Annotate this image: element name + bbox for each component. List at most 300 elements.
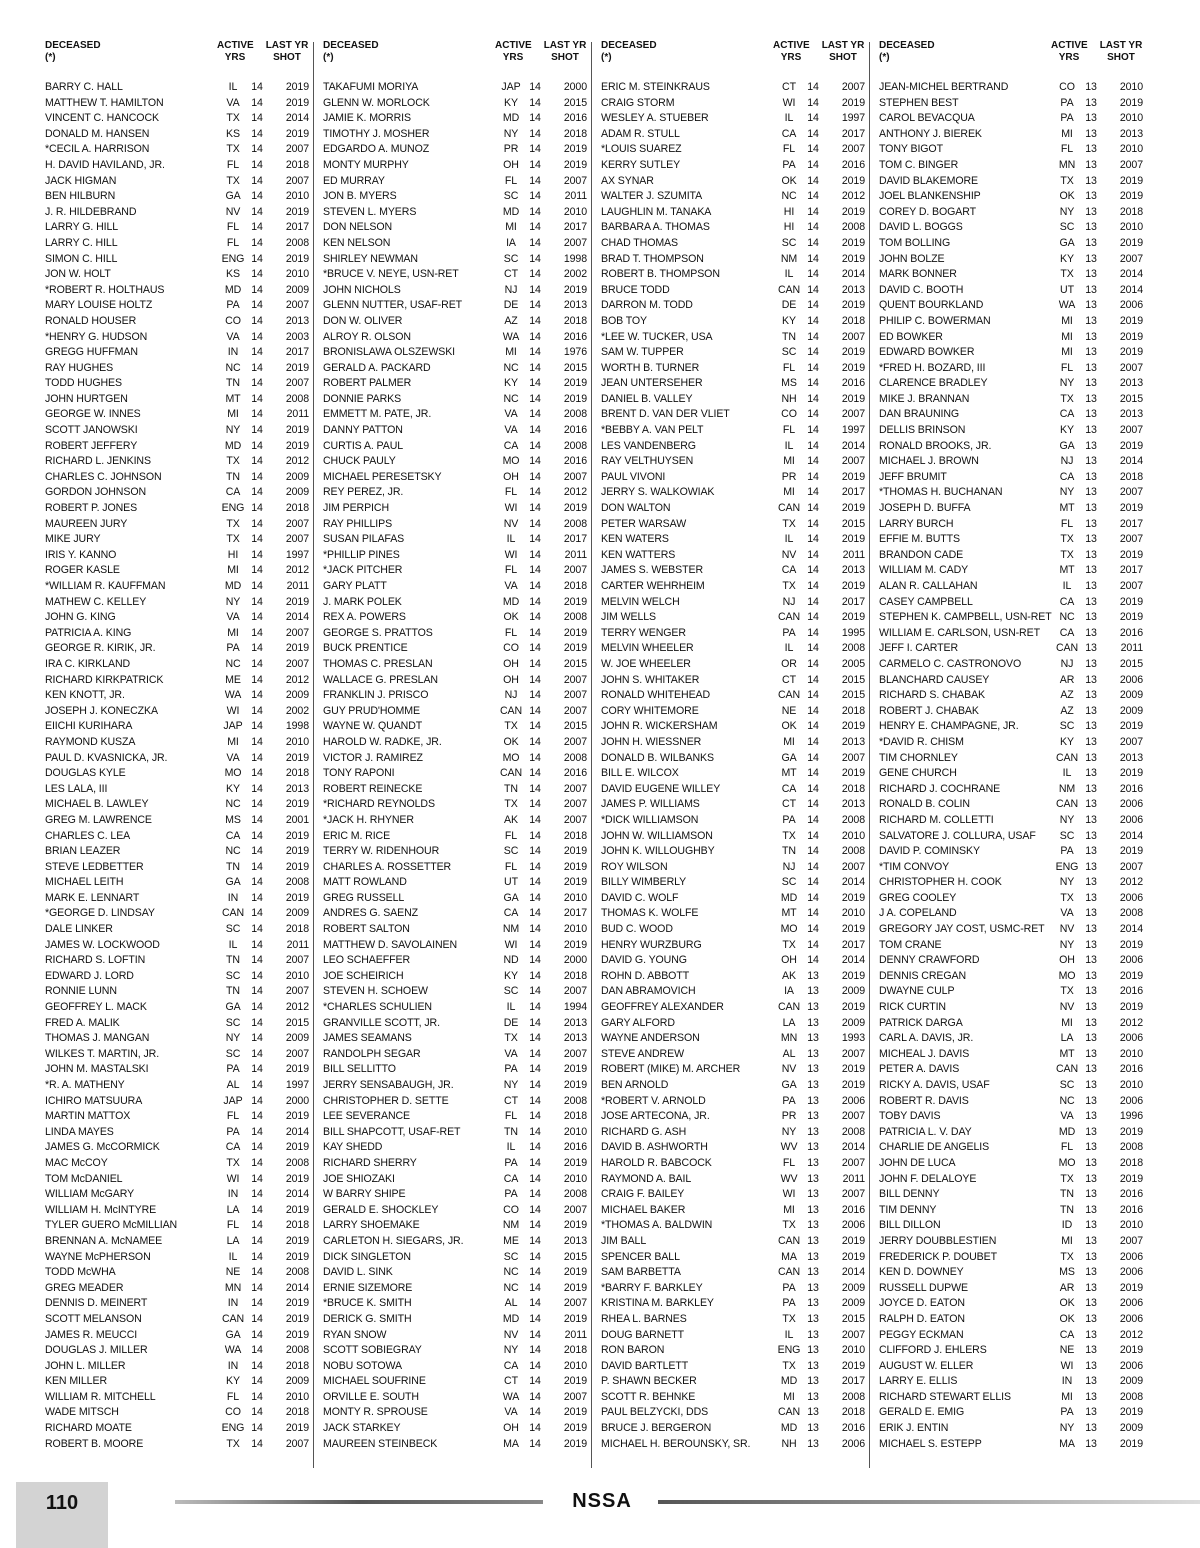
active-years-cell: 13 (807, 1406, 819, 1419)
last-year-shot-cell: 2007 (1119, 860, 1143, 873)
state-cell: MI (783, 735, 795, 748)
state-cell: CA (1059, 595, 1075, 608)
name-cell: ERIC M. STEINKRAUS (601, 81, 710, 93)
name-cell: MELVIN WELCH (601, 595, 680, 608)
last-year-shot-cell: 2000 (285, 1094, 309, 1107)
name-cell: BILL DILLON (879, 1219, 941, 1232)
active-years-cell: 13 (1085, 938, 1097, 951)
table-row (45, 751, 315, 767)
name-cell: *CECIL A. HARRISON (45, 143, 150, 156)
table-row (879, 657, 1149, 673)
name-cell: GREGG HUFFMAN (45, 346, 138, 359)
last-year-shot-cell: 1997 (285, 548, 309, 561)
name-cell: *JACK PITCHER (323, 564, 403, 577)
last-year-shot-cell: 2019 (1119, 190, 1143, 203)
active-years-cell: 13 (1085, 1032, 1097, 1045)
name-cell: STEPHEN BEST (879, 96, 959, 109)
last-year-shot-cell: 2018 (841, 1406, 865, 1419)
table-row (601, 1203, 871, 1219)
state-cell: CT (504, 1375, 518, 1388)
active-years-cell: 14 (251, 985, 263, 998)
state-cell: IL (784, 642, 794, 655)
name-cell: RICHARD S. LOFTIN (45, 954, 146, 967)
active-years-cell: 13 (807, 1188, 819, 1201)
table-row (323, 1047, 593, 1063)
last-year-shot-cell: 2012 (1119, 1016, 1143, 1029)
last-year-shot-cell: 2014 (1119, 455, 1143, 468)
last-year-shot-cell: 2018 (285, 1406, 309, 1419)
table-row (45, 314, 315, 330)
state-cell: MI (505, 346, 517, 359)
last-year-shot-cell: 2012 (285, 1001, 309, 1014)
last-year-shot-cell: 2019 (285, 845, 309, 858)
last-year-shot-cell: 2015 (563, 96, 587, 109)
table-row (879, 579, 1149, 595)
table-row (879, 1031, 1149, 1047)
table-row (601, 189, 871, 205)
active-years-cell: 14 (807, 112, 819, 125)
table-row (323, 1374, 593, 1390)
active-years-cell: 14 (251, 767, 263, 780)
name-cell: BILLY WIMBERLY (601, 876, 687, 889)
last-year-shot-cell: 2018 (563, 829, 587, 842)
state-cell: CT (782, 673, 796, 686)
active-years-cell: 14 (807, 657, 819, 670)
name-cell: WILLIAM McGARY (45, 1188, 135, 1201)
name-cell: THOMAS K. WOLFE (601, 907, 699, 920)
active-years-cell: 14 (529, 221, 541, 234)
table-row (323, 1234, 593, 1250)
last-year-shot-cell: 2019 (285, 1422, 309, 1435)
table-row (45, 236, 315, 252)
active-years-cell: 13 (807, 1110, 819, 1123)
state-cell: MN (1058, 158, 1076, 171)
active-years-cell: 14 (807, 268, 819, 281)
state-cell: JAP (223, 720, 243, 733)
name-cell: ROBERT R. DAVIS (879, 1094, 969, 1107)
name-cell: RONALD HOUSER (45, 314, 137, 327)
table-row (601, 1343, 871, 1359)
table-row (879, 1250, 1149, 1266)
name-cell: PATRICIA A. KING (45, 626, 132, 639)
table-row (879, 314, 1149, 330)
name-cell: RAYMOND A. BAIL (601, 1172, 692, 1185)
active-years-cell: 14 (529, 735, 541, 748)
active-years-cell: 13 (807, 1032, 819, 1045)
name-cell: WAYNE ANDERSON (601, 1032, 700, 1045)
last-year-shot-cell: 2006 (1119, 1250, 1143, 1263)
name-cell: *CHARLES SCHULIEN (323, 1001, 432, 1014)
name-cell: QUENT BOURKLAND (879, 299, 984, 312)
state-cell: NM (502, 923, 520, 936)
name-cell: DONNIE PARKS (323, 392, 402, 405)
last-year-shot-cell: 2019 (285, 424, 309, 437)
active-years-cell: 14 (807, 720, 819, 733)
name-cell: ROBERT JEFFERY (45, 439, 138, 452)
name-cell: ROBERT B. THOMPSON (601, 268, 720, 281)
table-row (601, 439, 871, 455)
state-cell: AK (504, 813, 518, 826)
table-row (323, 1031, 593, 1047)
last-year-shot-cell: 2007 (841, 1047, 865, 1060)
last-year-shot-cell: 2007 (841, 408, 865, 421)
active-years-cell: 14 (529, 1047, 541, 1060)
active-years-cell: 14 (807, 580, 819, 592)
state-cell: MA (1059, 1437, 1075, 1450)
name-cell: RAY VELTHUYSEN (601, 455, 694, 468)
table-row (323, 174, 593, 190)
active-years-cell: 13 (1085, 377, 1097, 390)
name-cell: GLENN NUTTER, USAF-RET (323, 299, 463, 312)
state-cell: ME (503, 1234, 519, 1247)
name-cell: WILLIAM E. CARLSON, USN-RET (879, 626, 1040, 639)
name-cell: J. MARK POLEK (323, 595, 402, 608)
table-row (323, 1437, 593, 1453)
name-cell: MONTY R. SPROUSE (323, 1406, 428, 1419)
last-year-shot-cell: 2010 (1119, 112, 1143, 125)
name-cell: TOBY DAVIS (879, 1110, 941, 1123)
active-years-cell: 14 (251, 424, 263, 437)
name-cell: ERIC M. RICE (323, 829, 391, 842)
state-cell: MI (1061, 1234, 1073, 1247)
name-cell: MICHAEL H. BEROUNSKY, SR. (601, 1437, 751, 1450)
table-row (601, 610, 871, 626)
table-row (879, 1047, 1149, 1063)
name-cell: RUSSELL DUPWE (879, 1281, 968, 1294)
table-row (323, 361, 593, 377)
state-cell: PR (781, 1110, 797, 1123)
name-cell: STEVEN H. SCHOEW (323, 985, 428, 998)
active-years-cell: 14 (529, 1375, 541, 1388)
state-cell: NY (1059, 813, 1075, 826)
active-years-cell: 14 (251, 595, 263, 608)
state-cell: PA (226, 642, 240, 655)
name-cell: SHIRLEY NEWMAN (323, 252, 418, 265)
last-year-shot-cell: 2014 (841, 268, 865, 281)
state-cell: MO (1058, 969, 1076, 982)
table-row (879, 1094, 1149, 1110)
last-year-shot-cell: 2012 (1119, 876, 1143, 889)
state-cell: MT (225, 392, 241, 405)
table-row (601, 1140, 871, 1156)
active-years-cell: 14 (529, 1203, 541, 1216)
name-cell: WAYNE McPHERSON (45, 1250, 151, 1263)
table-row (45, 688, 315, 704)
state-cell: CO (225, 1406, 241, 1419)
name-cell: GUY PRUD'HOMME (323, 704, 420, 717)
name-cell: ICHIRO MATSUURA (45, 1094, 143, 1107)
name-cell: RAY PHILLIPS (323, 517, 393, 530)
active-years-cell: 14 (251, 1250, 263, 1263)
name-cell: JOHN DE LUCA (879, 1156, 956, 1169)
name-cell: CHRISTOPHER H. COOK (879, 876, 1002, 889)
state-cell: TX (782, 1312, 796, 1325)
name-cell: REY PEREZ, JR. (323, 486, 404, 499)
name-cell: MONTY MURPHY (323, 158, 409, 171)
table-row (45, 267, 315, 283)
last-year-shot-cell: 2009 (1119, 689, 1143, 702)
last-year-shot-cell: 2019 (563, 876, 587, 889)
last-year-shot-cell: 2008 (285, 876, 309, 889)
active-years-cell: 14 (529, 845, 541, 858)
state-cell: TN (226, 954, 240, 967)
state-cell: TX (504, 798, 518, 811)
name-cell: *BRUCE K. SMITH (323, 1297, 412, 1310)
state-cell: TX (226, 517, 240, 530)
state-cell: NY (503, 1079, 519, 1091)
name-cell: CORY WHITEMORE (601, 704, 699, 717)
state-cell: MN (780, 1032, 798, 1045)
state-cell: HI (783, 221, 795, 234)
last-year-shot-cell: 2007 (285, 1437, 309, 1450)
table-row (879, 330, 1149, 346)
table-row (601, 205, 871, 221)
table-row (323, 454, 593, 470)
name-cell: HENRY WURZBURG (601, 938, 702, 951)
last-year-shot-cell: 2009 (285, 689, 309, 702)
state-cell: CA (1059, 1328, 1075, 1341)
last-year-shot-cell: 2010 (563, 1125, 587, 1138)
last-year-shot-cell: 2007 (563, 782, 587, 795)
active-years-cell: 13 (1085, 470, 1097, 483)
name-cell: JERRY S. WALKOWIAK (601, 486, 715, 499)
active-years-cell: 14 (251, 1344, 263, 1357)
active-years-cell: 14 (807, 283, 819, 296)
active-years-cell: 14 (529, 720, 541, 733)
active-years-cell: 14 (807, 689, 819, 702)
table-row (601, 1234, 871, 1250)
name-cell: KERRY SUTLEY (601, 158, 681, 171)
state-cell: TX (226, 112, 240, 125)
name-cell: MICHEAL J. DAVIS (879, 1047, 970, 1060)
table-row (879, 220, 1149, 236)
last-year-shot-cell: 2007 (285, 377, 309, 390)
active-years-cell: 14 (529, 611, 541, 624)
active-years-cell: 14 (807, 938, 819, 951)
last-year-shot-cell: 2008 (285, 1266, 309, 1279)
column-rows (601, 80, 871, 1452)
state-cell: TX (504, 720, 518, 733)
active-years-cell: 14 (529, 1297, 541, 1310)
last-year-shot-cell: 2007 (1119, 1234, 1143, 1247)
last-year-shot-cell: 2019 (1119, 1172, 1143, 1185)
active-years-cell: 14 (807, 252, 819, 265)
last-year-shot-cell: 2019 (285, 1328, 309, 1341)
state-cell: CA (225, 829, 241, 842)
table-row (45, 704, 315, 720)
last-year-shot-cell: 2019 (841, 392, 865, 405)
column-rows (879, 80, 1149, 1452)
table-row (323, 641, 593, 657)
last-year-shot-cell: 2010 (563, 1172, 587, 1185)
table-row (879, 704, 1149, 720)
active-years-cell: 13 (1085, 595, 1097, 608)
name-cell: BARBARA A. THOMAS (601, 221, 710, 234)
active-years-cell: 13 (1085, 626, 1097, 639)
state-cell: AZ (504, 314, 518, 327)
table-row (323, 96, 593, 112)
name-cell: DALE LINKER (45, 923, 113, 936)
state-cell: FL (782, 1156, 796, 1169)
last-year-shot-cell: 2017 (563, 907, 587, 920)
name-cell: BRIAN LEAZER (45, 845, 121, 858)
state-cell: PA (782, 813, 796, 826)
table-row (45, 1031, 315, 1047)
active-years-cell: 13 (1085, 1156, 1097, 1169)
active-years-cell: 14 (529, 876, 541, 889)
last-year-shot-cell: 2019 (285, 1063, 309, 1076)
name-cell: SAM W. TUPPER (601, 346, 684, 359)
last-year-shot-cell: 2019 (1119, 330, 1143, 343)
name-cell: GENE CHURCH (879, 767, 957, 780)
active-years-cell: 14 (251, 1390, 263, 1403)
last-year-shot-cell: 2019 (1119, 1281, 1143, 1294)
name-cell: DAVID C. BOOTH (879, 283, 964, 296)
table-row (323, 532, 593, 548)
state-cell: IL (228, 938, 238, 951)
state-cell: NY (1059, 876, 1075, 889)
last-year-shot-cell: 2019 (563, 1281, 587, 1294)
table-row (601, 532, 871, 548)
name-cell: BILL E. WILCOX (601, 767, 679, 780)
active-years-cell: 14 (529, 1063, 541, 1076)
active-years-cell: 14 (807, 158, 819, 171)
name-cell: PATRICIA L. V. DAY (879, 1125, 972, 1138)
table-row (879, 626, 1149, 642)
table-row (879, 205, 1149, 221)
table-row (45, 1016, 315, 1032)
state-cell: MD (502, 112, 520, 125)
active-years-cell: 13 (1085, 548, 1097, 561)
state-cell: FL (782, 143, 796, 156)
state-cell: KY (226, 1375, 240, 1388)
name-cell: JEAN UNTERSEHER (601, 377, 703, 390)
last-year-shot-cell: 2019 (841, 1359, 865, 1372)
table-row (601, 797, 871, 813)
table-row (601, 111, 871, 127)
last-year-shot-cell: 1994 (563, 1001, 587, 1014)
last-year-shot-cell: 2016 (1119, 1188, 1143, 1201)
active-years-cell: 14 (807, 798, 819, 811)
last-year-shot-cell: 2002 (285, 704, 309, 717)
last-year-shot-cell: 2019 (1119, 845, 1143, 858)
last-year-shot-cell: 2017 (841, 1375, 865, 1388)
state-cell: HI (783, 205, 795, 218)
name-cell: CAROL BEVACQUA (879, 112, 975, 125)
active-years-cell: 14 (807, 361, 819, 374)
name-cell: AUGUST W. ELLER (879, 1359, 974, 1372)
last-year-shot-cell: 2007 (1119, 252, 1143, 265)
last-year-shot-cell: 2007 (563, 174, 587, 187)
table-row (601, 844, 871, 860)
state-cell: SC (503, 190, 519, 203)
table-row (323, 719, 593, 735)
active-years-cell: 13 (1085, 1250, 1097, 1263)
table-row (45, 766, 315, 782)
active-years-cell: 13 (1085, 1125, 1097, 1138)
last-year-shot-cell: 2019 (1119, 548, 1143, 561)
name-cell: EDGARDO A. MUNOZ (323, 143, 430, 156)
active-years-cell: 13 (1085, 221, 1097, 234)
table-row (323, 1328, 593, 1344)
table-row (879, 641, 1149, 657)
active-years-cell: 13 (1085, 361, 1097, 374)
last-year-shot-cell: 2013 (841, 798, 865, 811)
last-year-shot-cell: 2014 (1119, 829, 1143, 842)
table-row (879, 1234, 1149, 1250)
table-row (879, 1062, 1149, 1078)
name-cell: CHARLIE DE ANGELIS (879, 1141, 990, 1154)
table-row (879, 813, 1149, 829)
state-cell: IL (784, 533, 794, 546)
name-cell: MAUREEN STEINBECK (323, 1437, 438, 1450)
table-row (323, 485, 593, 501)
active-years-cell: 14 (251, 1297, 263, 1310)
table-row (323, 283, 593, 299)
table-row (45, 454, 315, 470)
state-cell: TN (226, 377, 240, 390)
last-year-shot-cell: 2007 (285, 143, 309, 156)
active-years-cell: 14 (251, 1016, 263, 1029)
last-year-shot-cell: 2013 (563, 1032, 587, 1045)
active-years-cell: 14 (529, 127, 541, 140)
state-cell: CT (782, 798, 796, 811)
state-cell: VA (226, 330, 240, 343)
last-year-shot-cell: 2019 (563, 1079, 587, 1091)
state-cell: MI (1061, 1016, 1073, 1029)
name-cell: JOSEPH D. BUFFA (879, 502, 971, 515)
name-cell: HAROLD W. RADKE, JR. (323, 735, 442, 748)
state-cell: JAP (501, 81, 521, 93)
table-row (323, 1140, 593, 1156)
active-years-cell: 14 (529, 1312, 541, 1325)
last-year-shot-cell: 2013 (285, 314, 309, 327)
state-cell: JAP (223, 1094, 243, 1107)
active-years-cell: 14 (807, 81, 819, 93)
active-years-cell: 13 (1085, 190, 1097, 203)
table-row (601, 1062, 871, 1078)
table-row (601, 1109, 871, 1125)
table-row (601, 938, 871, 954)
table-row (323, 220, 593, 236)
state-cell: LA (226, 1234, 240, 1247)
state-cell: OH (503, 657, 519, 670)
name-cell: STEVE LEDBETTER (45, 860, 144, 873)
active-years-cell: 13 (807, 1094, 819, 1107)
name-cell: RICHARD G. ASH (601, 1125, 687, 1138)
state-cell: NY (1059, 938, 1075, 951)
brand-name: NSSA (572, 1490, 632, 1512)
last-year-shot-cell: 2019 (285, 252, 309, 265)
table-row (45, 595, 315, 611)
last-year-shot-cell: 2019 (563, 595, 587, 608)
state-cell: WA (1058, 299, 1076, 312)
name-cell: *BEBBY A. VAN PELT (601, 424, 704, 437)
last-year-shot-cell: 2003 (285, 330, 309, 343)
state-cell: IL (1062, 767, 1072, 780)
name-cell: MICHAEL BAKER (601, 1203, 686, 1216)
table-row (323, 1156, 593, 1172)
last-year-shot-cell: 2019 (563, 1219, 587, 1232)
table-row (879, 563, 1149, 579)
active-years-cell: 14 (529, 704, 541, 717)
state-cell: PA (226, 299, 240, 312)
state-cell: TX (1060, 174, 1074, 187)
table-row (323, 844, 593, 860)
table-row (601, 236, 871, 252)
table-row (879, 953, 1149, 969)
last-year-shot-cell: 2008 (841, 221, 865, 234)
